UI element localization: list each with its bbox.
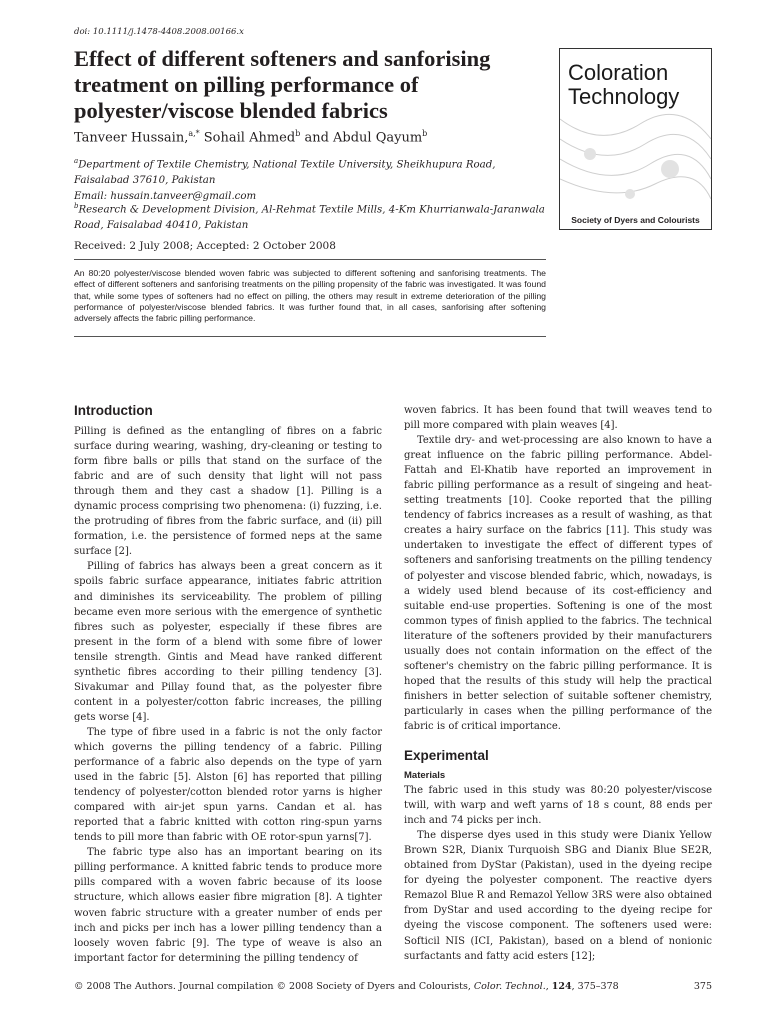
cover-title-line: Coloration: [568, 60, 669, 85]
affiliation-marker: b: [74, 202, 79, 210]
subsection-heading-materials: Materials: [404, 770, 446, 782]
section-heading-introduction: Introduction: [74, 403, 153, 418]
page-number: 375: [693, 981, 712, 992]
doi: doi: 10.1111/j.1478-4408.2008.00166.x: [74, 27, 244, 37]
body-paragraph: Pilling of fabrics has always been a great concern as it spoils fabric surface appearance, initiates fabric attrition and diminishes its serviceability. The problem of pilling became even more serious with the emergence of synthetic fibres such as polyester, especially if these fibres are present in the form of a blend with some fibre of lower tensile strength. Gintis and Mead have ranked different synthetic fibres according to their pilling tendency [3]. Sivakumar and Pillay found that, as the polyester fibre content in a polyester/cotton fabric increases, the pilling gets worse [4].: [74, 561, 382, 723]
abstract-text: An 80:20 polyester/viscose blended woven fabric was subjected to different softening and sanforising treatments. The effect of different softeners and sanforising treatments on the pilling propensity of the fabric was investigated. It was found that, while some types of softeners had no effect on pilling, the others may result in extreme deterioration of the pilling performance of polyester/viscose blended fabrics. It was further found that, in all cases, sanforising after softening adversely affects the fabric pilling performance.: [74, 268, 546, 324]
body-paragraph: The fabric type also has an important bearing on its pilling performance. A knitted fabric tends to produce more pills compared with a woven fabric because of its loose structure, which allows easier fibre migration [8]. A tighter woven fabric structure with a greater number of ends per inch and picks per inch has a lower pilling tendency than a loosely woven fabric [9]. The type of weave is also an important factor for determining the pilling tendency of: [74, 847, 382, 964]
article-title: Effect of different softeners and sanforising treatment on pilling performance of polyester/viscose blended fabrics: [74, 46, 491, 123]
author-name: Tanveer Hussain,: [74, 130, 189, 146]
copyright-text: © 2008 The Authors. Journal compilation © 2008 Society of Dyers and Colourists,: [74, 981, 471, 992]
page-footer: © 2008 The Authors. Journal compilation © 2008 Society of Dyers and Colourists, Color. Technol., 124, 375–378 375: [74, 981, 712, 992]
journal-cover: [559, 48, 712, 230]
author-affiliation-marker: b: [422, 129, 428, 138]
author-affiliation-marker: b: [295, 129, 301, 138]
author-name: and Abdul Qayum: [300, 130, 423, 146]
author-email: Email: hussain.tanveer@gmail.com: [74, 191, 257, 203]
body-paragraph: Textile dry- and wet-processing are also known to have a great influence on the fabric pilling performance. Abdel-Fattah and El-Khatib have reported an improvement in fabric pilling performance as a result of singeing and heat-setting treatments [10]. Cooke reported that the pilling tendency of fabrics increases as a result of washing, as that creates a hairy surface on the fabrics [11]. This study was undertaken to investigate the effect of different types of softeners and sanforising treatments on the pilling tendency of polyester and viscose blended fabric, which, nowadays, is a widely used blend because of its cost-efficiency and suitable end-use properties. Softening is one of the most common types of finish applied to the fabrics. The technical literature of the softeners provided by their manufacturers usually does not contain information on the effect of the softener's chemistry on the fabric pilling performance. It is hoped that the results of this study will help the practical finishers in better selection of suitable softener chemistry, particularly in cases when the pilling performance of the fabric is of critical importance.: [404, 435, 712, 732]
body-paragraph: woven fabrics. It has been found that twill weaves tend to pill more compared with plain weaves [4].: [404, 405, 712, 432]
received-dates: Received: 2 July 2008; Accepted: 2 October 2008: [74, 240, 336, 252]
right-column: [404, 403, 712, 964]
page-range: , 375–378: [571, 981, 619, 992]
author-affiliation-marker: a,*: [188, 129, 200, 138]
body-paragraph: Pilling is defined as the entangling of fibres on a fabric surface during wearing, washing, dry-cleaning or testing to form fibre balls or pills that stand on the surface of the fabric and are of such density that light will not pass through them and they cast a shadow [1]. Pilling is a dynamic process comprising two phenomena: (i) fuzzing, i.e. the protruding of fibres from the fabric surface, and (ii) pill formation, i.e. the persistence of formed neps at the same surface [2].: [74, 426, 382, 558]
author-name: Sohail Ahmed: [199, 130, 296, 146]
author-list: [74, 129, 427, 145]
affiliation-marker: a: [74, 157, 79, 165]
body-paragraph: The disperse dyes used in this study were Dianix Yellow Brown S2R, Dianix Turquoish SBG and Dianix Blue SE2R, obtained from DyStar (Pakistan), used in the dyeing recipe for dyeing the polyester component. The reactive dyers Remazol Blue R and Remazol Yellow 3RS were also obtained from DyStar and used according to the dyeing recipe for dyeing the viscose component. The softeners used were: Softicil NIS (ICI, Pakistan), based on a blend of nonionic surfactants and fatty acid esters [12];: [404, 830, 712, 962]
affiliation-text: Research & Development Division, Al-Rehmat Textile Mills, 4-Km Khurrianwala-Jaranwala Road, Faisalabad 40410, Pakistan: [74, 204, 545, 232]
cover-title-line: Technology: [568, 84, 680, 109]
cover-publisher: Society of Dyers and Colourists: [571, 215, 700, 225]
affiliation-text: Department of Textile Chemistry, National Textile University, Sheikhupura Road, Faisalabad 37610, Pakistan: [74, 159, 496, 187]
journal-abbrev: Color. Technol.: [473, 981, 546, 992]
cover-title: [568, 61, 679, 109]
body-paragraph: The type of fibre used in a fabric is not the only factor which governs the pilling tendency of a fabric. Pilling performance of a fabric also depends on the type of yarn used in the fabric [5]. Alston [6] has reported that pilling tendency of polyester/cotton blended rotor yarns is higher compared with air-jet spun yarns. Candan et al. has reported that a fabric knitted with cotton ring-spun yarns tends to pill more than fabric with OE rotor-spun yarns[7].: [74, 726, 382, 844]
left-column: [74, 403, 382, 966]
cover-artwork: [560, 109, 711, 209]
section-heading-experimental: Experimental: [404, 748, 489, 764]
affiliation-b: [74, 198, 546, 234]
abstract-box: [74, 259, 546, 337]
body-paragraph: The fabric used in this study was 80:20 polyester/viscose twill, with warp and weft yarns of 18 s count, 88 ends per inch and 74 picks per inch.: [404, 785, 712, 827]
journal-volume: 124: [551, 981, 572, 992]
